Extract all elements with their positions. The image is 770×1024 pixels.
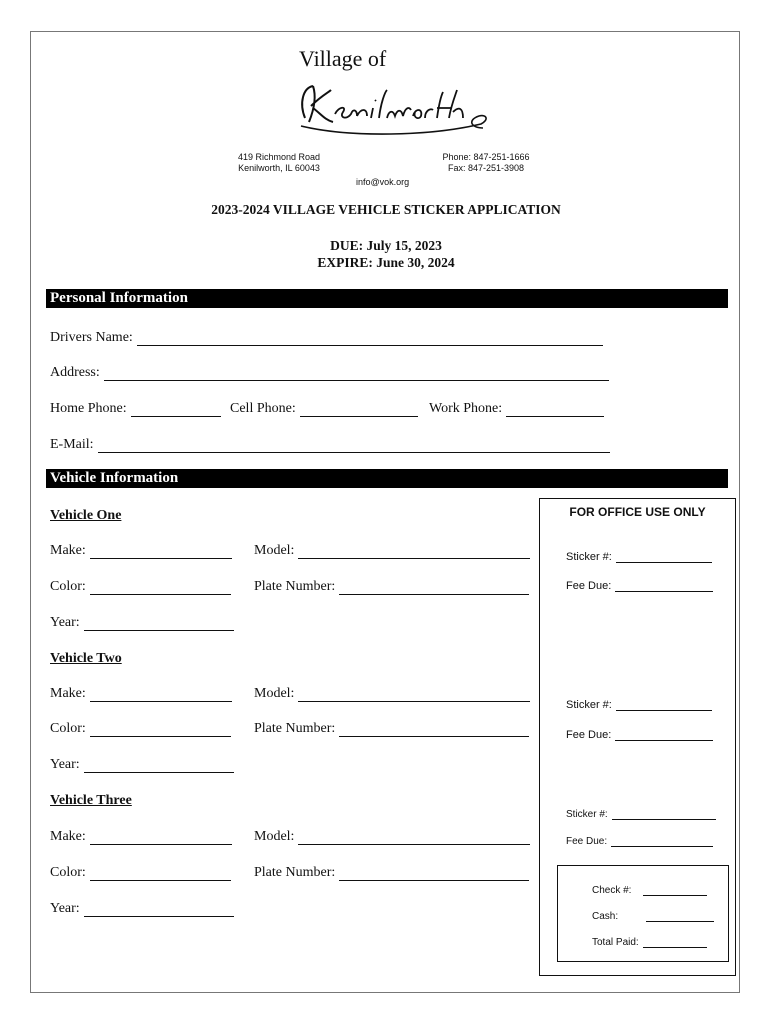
fee-label: Fee Due:: [566, 580, 612, 592]
model-line[interactable]: [298, 546, 530, 559]
vehicle-two-model-field[interactable]: [254, 686, 530, 702]
fee-3-field[interactable]: [566, 836, 713, 847]
color-line[interactable]: [90, 868, 231, 881]
sticker-1-field[interactable]: [566, 551, 712, 563]
make-line[interactable]: [90, 546, 232, 559]
year-label: Year:: [50, 615, 80, 630]
logo-village-of: Village of: [299, 46, 387, 71]
fee-line[interactable]: [615, 581, 713, 592]
sticker-2-field[interactable]: [566, 699, 712, 711]
cash-label: Cash:: [592, 911, 619, 922]
color-label: Color:: [50, 721, 86, 736]
drivers-name-line[interactable]: [137, 333, 603, 346]
model-line[interactable]: [298, 832, 530, 845]
sticker-line[interactable]: [616, 552, 712, 563]
due-date: DUE: July 15, 2023: [330, 238, 442, 253]
model-line[interactable]: [298, 689, 530, 702]
kenilworth-logo-icon: [291, 78, 491, 140]
email-label: E-Mail:: [50, 437, 94, 452]
plate-line[interactable]: [339, 582, 529, 595]
phone-number: Phone: 847-251-1666: [442, 152, 530, 162]
vehicle-two-plate-field[interactable]: [254, 721, 529, 737]
vehicle-one-heading: Vehicle One: [50, 508, 122, 523]
sticker-3-field[interactable]: [566, 809, 716, 820]
sticker-label: Sticker #:: [566, 551, 612, 563]
year-label: Year:: [50, 901, 80, 916]
vehicle-one-plate-field[interactable]: [254, 579, 529, 595]
address-block: [221, 152, 337, 174]
vehicle-one-year-field[interactable]: [50, 615, 234, 631]
year-label: Year:: [50, 757, 80, 772]
address-line[interactable]: [104, 368, 609, 381]
work-phone-line[interactable]: [506, 404, 604, 417]
fax-number: Fax: 847-251-3908: [447, 163, 525, 173]
fee-line[interactable]: [615, 730, 713, 741]
make-label: Make:: [50, 829, 86, 844]
cell-phone-field[interactable]: [230, 401, 418, 417]
make-label: Make:: [50, 543, 86, 558]
model-label: Model:: [254, 543, 295, 558]
color-line[interactable]: [90, 582, 231, 595]
vehicle-two-color-field[interactable]: [50, 721, 231, 737]
model-label: Model:: [254, 686, 295, 701]
fee-2-field[interactable]: [566, 729, 713, 741]
color-line[interactable]: [90, 724, 231, 737]
sticker-line[interactable]: [612, 809, 716, 820]
address-field[interactable]: [50, 365, 609, 381]
payment-box: [557, 865, 729, 962]
color-label: Color:: [50, 579, 86, 594]
vehicle-two-year-field[interactable]: [50, 757, 234, 773]
sticker-label: Sticker #:: [566, 699, 612, 711]
office-use-title: FOR OFFICE USE ONLY: [569, 505, 706, 519]
plate-line[interactable]: [339, 868, 529, 881]
vehicle-three-year-field[interactable]: [50, 901, 234, 917]
make-label: Make:: [50, 686, 86, 701]
address-line-2: Kenilworth, IL 60043: [238, 163, 320, 173]
total-paid-field[interactable]: [592, 937, 707, 948]
expire-date: EXPIRE: June 30, 2024: [317, 255, 455, 270]
vehicle-three-plate-field[interactable]: [254, 865, 529, 881]
plate-line[interactable]: [339, 724, 529, 737]
fee-line[interactable]: [611, 836, 713, 847]
home-phone-label: Home Phone:: [50, 401, 127, 416]
check-label: Check #:: [592, 885, 632, 896]
plate-label: Plate Number:: [254, 721, 336, 736]
vehicle-two-make-field[interactable]: [50, 686, 232, 702]
color-label: Color:: [50, 865, 86, 880]
sticker-line[interactable]: [616, 700, 712, 711]
cash-field[interactable]: [592, 911, 714, 922]
vehicle-three-color-field[interactable]: [50, 865, 231, 881]
total-line[interactable]: [643, 937, 707, 948]
model-label: Model:: [254, 829, 295, 844]
plate-label: Plate Number:: [254, 579, 336, 594]
address-label: Address:: [50, 365, 100, 380]
year-line[interactable]: [84, 904, 234, 917]
check-number-field[interactable]: [592, 885, 707, 896]
fee-label: Fee Due:: [566, 836, 608, 847]
cell-phone-line[interactable]: [300, 404, 418, 417]
total-label: Total Paid:: [592, 937, 639, 948]
email-line[interactable]: [98, 440, 610, 453]
vehicle-three-heading: Vehicle Three: [50, 793, 132, 808]
drivers-name-field[interactable]: [50, 330, 603, 346]
work-phone-field[interactable]: [429, 401, 604, 417]
cash-line[interactable]: [646, 911, 714, 922]
application-form: [30, 31, 740, 993]
contact-block: [431, 152, 541, 174]
vehicle-three-make-field[interactable]: [50, 829, 232, 845]
vehicle-three-model-field[interactable]: [254, 829, 530, 845]
drivers-name-label: Drivers Name:: [50, 330, 133, 345]
plate-label: Plate Number:: [254, 865, 336, 880]
fee-label: Fee Due:: [566, 729, 612, 741]
fee-1-field[interactable]: [566, 580, 713, 592]
cell-phone-label: Cell Phone:: [230, 401, 296, 416]
year-line[interactable]: [84, 760, 234, 773]
vehicle-two-heading: Vehicle Two: [50, 651, 122, 666]
work-phone-label: Work Phone:: [429, 401, 503, 416]
check-line[interactable]: [643, 885, 707, 896]
vehicle-one-make-field[interactable]: [50, 543, 232, 559]
vehicle-one-color-field[interactable]: [50, 579, 231, 595]
home-phone-line[interactable]: [131, 404, 221, 417]
sticker-label: Sticker #:: [566, 809, 608, 820]
address-line-1: 419 Richmond Road: [237, 152, 321, 162]
year-line[interactable]: [84, 618, 234, 631]
form-title: 2023-2024 VILLAGE VEHICLE STICKER APPLICATION: [211, 202, 561, 217]
make-line[interactable]: [90, 832, 232, 845]
vehicle-one-model-field[interactable]: [254, 543, 530, 559]
personal-info-header: Personal Information: [46, 289, 728, 308]
office-use-box: [539, 498, 736, 976]
vehicle-info-header: Vehicle Information: [46, 469, 728, 488]
make-line[interactable]: [90, 689, 232, 702]
email-field[interactable]: [50, 437, 610, 453]
home-phone-field[interactable]: [50, 401, 221, 417]
email-address: info@vok.org: [356, 177, 410, 187]
